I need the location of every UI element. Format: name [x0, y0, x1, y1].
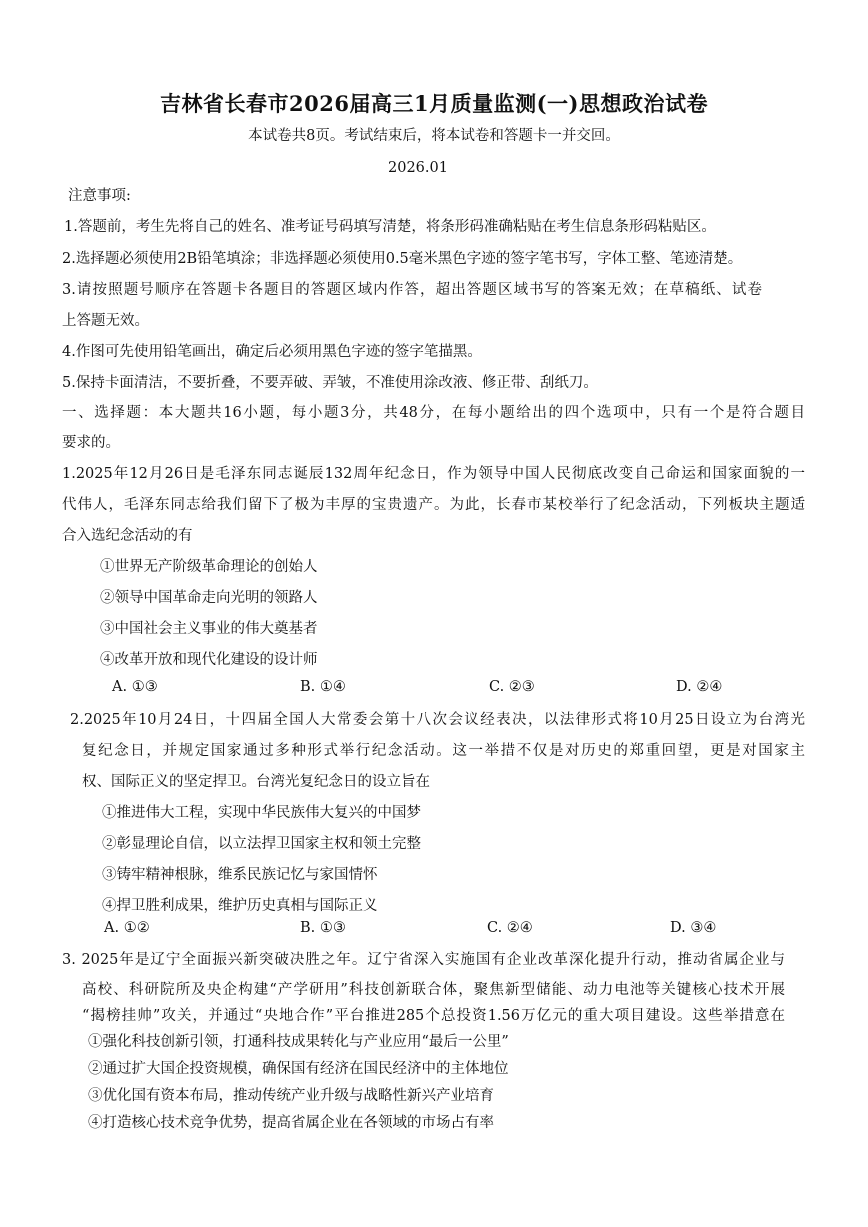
question-stem-line: 3. 2025年是辽宁全面振兴新突破决胜之年。辽宁省深入实施国有企业改革深化提升行动，推动省属企业与	[62, 952, 785, 968]
notice-item-4: 4.作图可先使用铅笔画出，确定后必须用黑色字迹的签字笔描黑。	[62, 344, 482, 360]
option-a: A. ①③	[112, 679, 158, 695]
notice-item-3: 3.请按照题号顺序在答题卡各题目的答题区域内作答，超出答题区域书写的答案无效；在草稿纸、试卷	[62, 282, 762, 298]
option-d: D. ③④	[670, 920, 717, 936]
question-stem-line: “揭榜挂帅”攻关，并通过“央地合作”平台推进285个总投资1.56万亿元的重大项目建设。这些举措意在	[82, 1008, 785, 1024]
statement-item: ④打造核心技术竞争优势，提高省属企业在各领域的市场占有率	[88, 1115, 494, 1131]
notice-item-1: 1.答题前，考生先将自己的姓名、准考证号码填写清楚，将条形码准确粘贴在考生信息条形码粘贴区。	[64, 219, 716, 235]
statement-item: ④改革开放和现代化建设的设计师	[100, 652, 318, 668]
exam-date: 2026.01	[388, 160, 448, 176]
option-b: B. ①④	[300, 679, 346, 695]
question-stem-line: 代伟人，毛泽东同志给我们留下了极为丰厚的宝贵遗产。为此，长春市某校举行了纪念活动，下列板块主题适	[62, 497, 805, 513]
notice-heading: 注意事项:	[68, 188, 131, 204]
statement-item: ②领导中国革命走向光明的领路人	[100, 590, 318, 606]
question-stem-line: 复纪念日，并规定国家通过多种形式举行纪念活动。这一举措不仅是对历史的郑重回望，更是对国家主	[82, 743, 805, 759]
options-row	[0, 920, 868, 940]
question-stem-line: 高校、科研院所及央企构建“产学研用”科技创新联合体，聚焦新型储能、动力电池等关键核心技术开展	[82, 982, 785, 998]
question-stem-line: 2.2025年10月24日，十四届全国人大常委会第十八次会议经表决，以法律形式将10月25日设立为台湾光	[70, 712, 805, 728]
statement-item: ①强化科技创新引领，打通科技成果转化与产业应用“最后一公里”	[88, 1034, 509, 1050]
exam-subtitle: 本试卷共8页。考试结束后，将本试卷和答题卡一并交回。	[248, 128, 620, 144]
notice-item-5: 5.保持卡面清洁，不要折叠，不要弄破、弄皱，不准使用涂改液、修正带、刮纸刀。	[62, 375, 598, 391]
statement-item: ④捍卫胜利成果，维护历史真相与国际正义	[102, 898, 378, 914]
statement-item: ①世界无产阶级革命理论的创始人	[100, 559, 318, 575]
statement-item: ③中国社会主义事业的伟大奠基者	[100, 621, 318, 637]
options-row	[0, 679, 868, 699]
statement-item: ①推进伟大工程，实现中华民族伟大复兴的中国梦	[102, 805, 421, 821]
statement-item: ②通过扩大国企投资规模，确保国有经济在国民经济中的主体地位	[88, 1061, 509, 1077]
question-stem-line: 1.2025年12月26日是毛泽东同志诞辰132周年纪念日，作为领导中国人民彻底改变自己命运和国家面貌的一	[62, 466, 805, 482]
question-stem-line: 合入选纪念活动的有	[62, 528, 193, 544]
option-a: A. ①②	[104, 920, 150, 936]
notice-item-2: 2.选择题必须使用2B铅笔填涂；非选择题必须使用0.5毫米黑色字迹的签字笔书写，字体工整、笔迹清楚。	[62, 251, 743, 267]
section-heading-cont: 要求的。	[62, 435, 120, 451]
question-stem-line: 权、国际正义的坚定捍卫。台湾光复纪念日的设立旨在	[82, 774, 430, 790]
option-b: B. ①③	[300, 920, 346, 936]
notice-item-3-cont: 上答题无效。	[62, 313, 149, 329]
option-d: D. ②④	[676, 679, 723, 695]
statement-item: ②彰显理论自信，以立法捍卫国家主权和领土完整	[102, 836, 421, 852]
section-heading: 一、选择题：本大题共16小题，每小题3分，共48分，在每小题给出的四个选项中，只有一个是符合题目	[62, 405, 805, 421]
exam-title: 吉林省长春市2026届高三1月质量监测(一)思想政治试卷	[160, 91, 708, 116]
statement-item: ③铸牢精神根脉，维系民族记忆与家国情怀	[102, 867, 378, 883]
option-c: C. ②③	[489, 679, 535, 695]
statement-item: ③优化国有资本布局，推动传统产业升级与战略性新兴产业培育	[88, 1088, 494, 1104]
option-c: C. ②④	[487, 920, 533, 936]
